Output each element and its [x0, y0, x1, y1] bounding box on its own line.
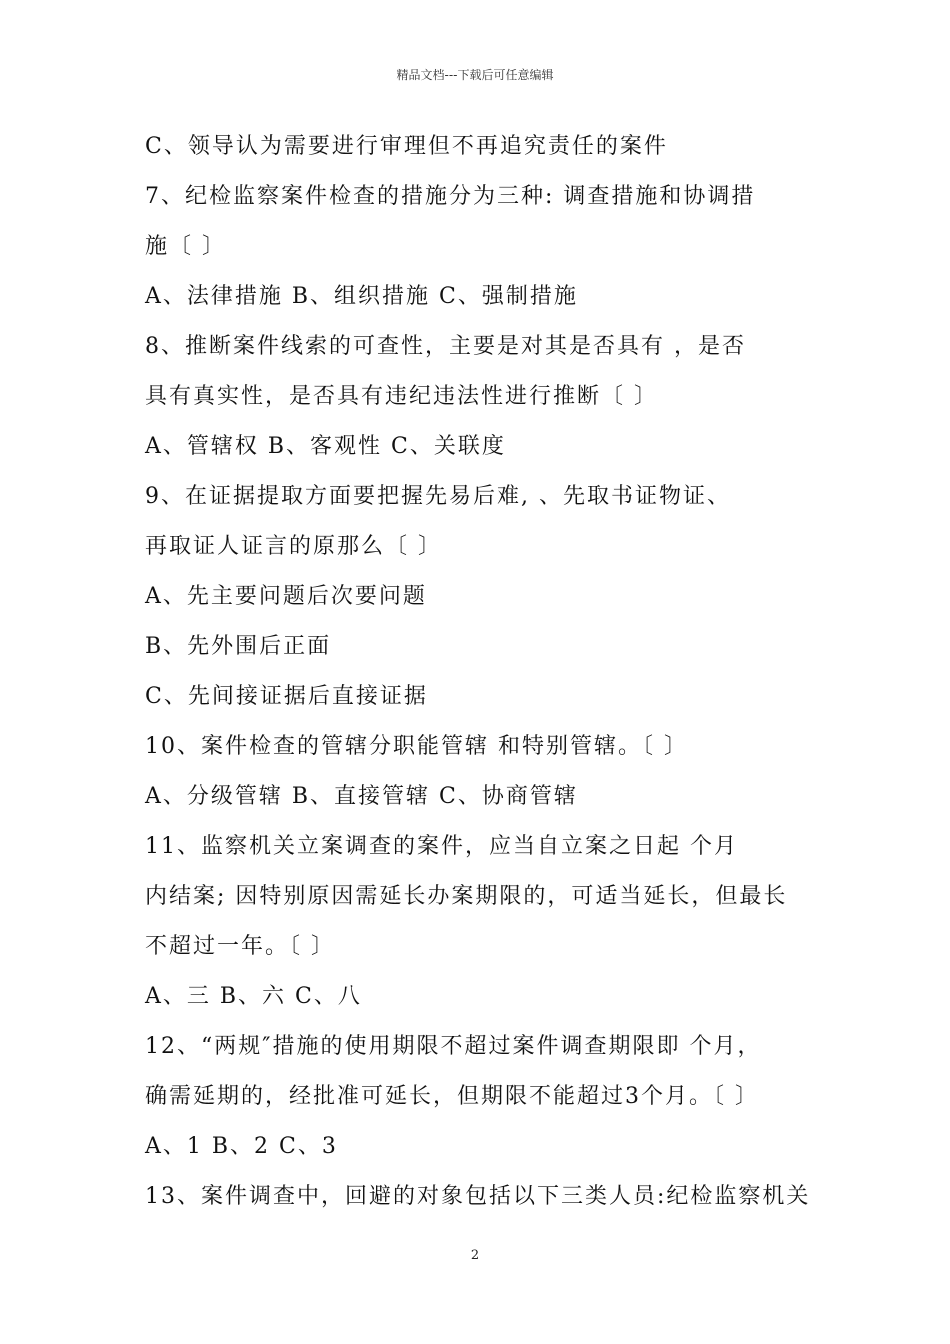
question-9-continued: 再取证人证言的原那么〔 〕: [145, 534, 442, 559]
question-9-option-b: B、先外围后正面: [145, 634, 332, 659]
question-11-continued-2: 不超过一年。〔 〕: [145, 934, 335, 959]
question-8-options: A、管辖权 B、客观性 C、关联度: [145, 434, 506, 459]
question-8: 8、推断案件线索的可查性，主要是对其是否具有 ，是否: [145, 334, 746, 359]
question-10: 10、案件检查的管辖分职能管辖 和特别管辖。〔 〕: [145, 734, 688, 759]
question-7: 7、纪检监察案件检查的措施分为三种: 调查措施和协调措: [145, 184, 756, 209]
question-12-options: A、1 B、2 C、3: [145, 1134, 338, 1159]
question-11-options: A、三 B、六 C、八: [145, 984, 362, 1009]
page-header: 精品文档---下载后可任意编辑: [396, 68, 554, 82]
question-13: 13、案件调查中，回避的对象包括以下三类人员:纪检监察机关: [145, 1184, 811, 1209]
question-9: 9、在证据提取方面要把握先易后难, 、先取书证物证、: [145, 484, 731, 509]
question-9-option-a: A、先主要问题后次要问题: [145, 584, 427, 609]
question-8-continued: 具有真实性，是否具有违纪违法性进行推断〔 〕: [145, 384, 658, 409]
page-number: 2: [470, 1248, 480, 1263]
question-9-option-c: C、先间接证据后直接证据: [145, 684, 428, 709]
text-line-option-c: C、领导认为需要进行审理但不再追究责任的案件: [145, 134, 668, 159]
question-11-continued: 内结案; 因特别原因需延长办案期限的，可适当延长，但最长: [145, 884, 788, 909]
question-7-continued: 施〔 〕: [145, 234, 226, 259]
question-7-options: A、法律措施 B、组织措施 C、强制措施: [145, 284, 578, 309]
question-12-continued: 确需延期的，经批准可延长，但期限不能超过3个月。〔 〕: [145, 1084, 759, 1109]
question-12: 12、“两规″措施的使用期限不超过案件调查期限即 个月，: [145, 1034, 762, 1059]
question-11: 11、监察机关立案调查的案件，应当自立案之日起 个月: [145, 834, 738, 859]
question-10-options: A、分级管辖 B、直接管辖 C、协商管辖: [145, 784, 578, 809]
